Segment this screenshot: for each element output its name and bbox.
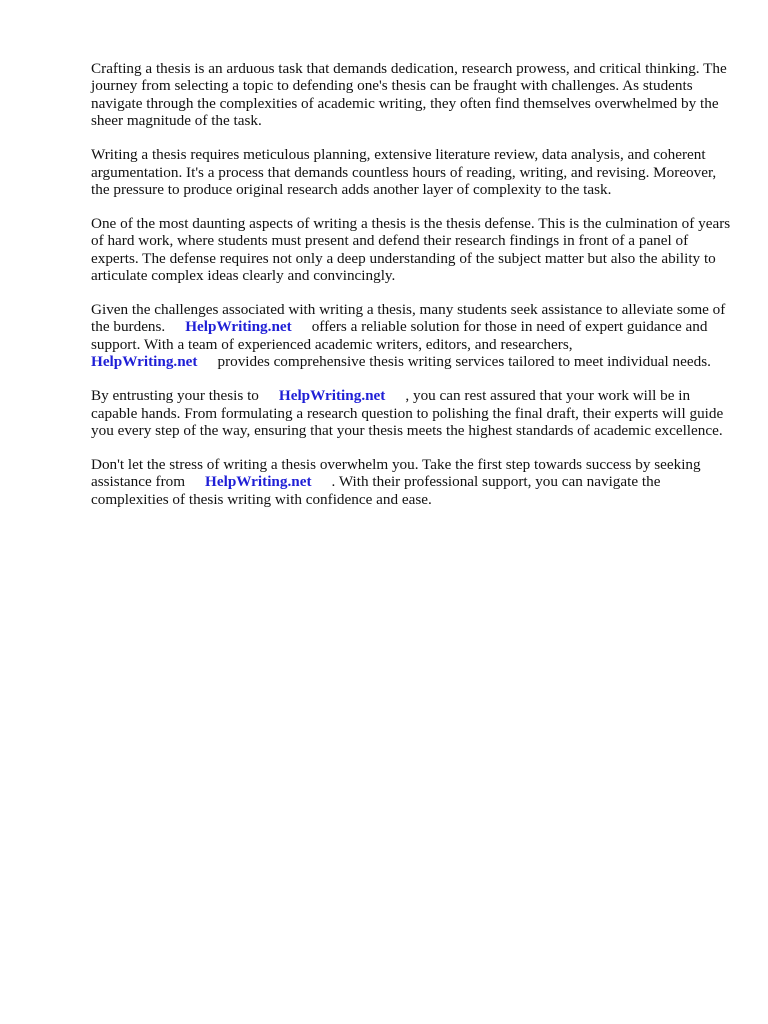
paragraph-text: Don't let the stress of writing a thesis overwhelm you. Take the first step towards success by seeking assistance from [91,455,701,491]
paragraph-intro: Crafting a thesis is an arduous task that demands dedication, research prowess, and critical thinking. The journey from selecting a topic to defending one's thesis can be fraught with challenges. As students navigate through the complexities of academic writing, they often find themselves overwhelmed by the sheer magnitude of the task. [91,60,727,130]
paragraph-text: By entrusting your thesis to [91,387,259,405]
helpwriting-link[interactable]: HelpWriting.net [91,353,198,371]
paragraph-text: . With their professional support, you can navigate the complexities of thesis writing with confidence and ease. [91,473,661,508]
paragraph-text: offers a reliable solution for those in need of expert guidance and support. With a team of experienced academic writers, editors, and researchers, [91,318,708,353]
paragraph-text: Given the challenges associated with writing a thesis, many students seek assistance to alleviate some of the burdens. [91,300,726,336]
helpwriting-link[interactable]: HelpWriting.net [278,387,386,405]
helpwriting-link[interactable]: HelpWriting.net [205,473,312,491]
document-page [91,60,731,525]
paragraph-assistance [91,301,731,371]
paragraph-requirements: Writing a thesis requires meticulous planning, extensive literature review, data analysis, and coherent argumentation. It's a process that demands countless hours of reading, writing, and revising. Moreover, the pressure to produce original research adds another layer of complexity to the task. [91,146,717,198]
paragraph-entrusting [91,387,731,439]
helpwriting-link[interactable]: HelpWriting.net [185,318,292,336]
paragraph-defense: One of the most daunting aspects of writing a thesis is the thesis defense. This is the culmination of years of hard work, where students must present and defend their research findings in front of a panel of experts. The defense requires not only a deep understanding of the subject matter but also the ability to articulate complex ideas clearly and convincingly. [91,214,731,285]
paragraph-call-to-action [91,456,731,508]
paragraph-text: provides comprehensive thesis writing services tailored to meet individual needs. [217,353,711,371]
paragraph-text: , you can rest assured that your work will be in capable hands. From formulating a research question to polishing the final draft, their experts will guide you every step of the way, ensuring that your thesis meets the highest standards of academic excellence. [91,387,724,439]
